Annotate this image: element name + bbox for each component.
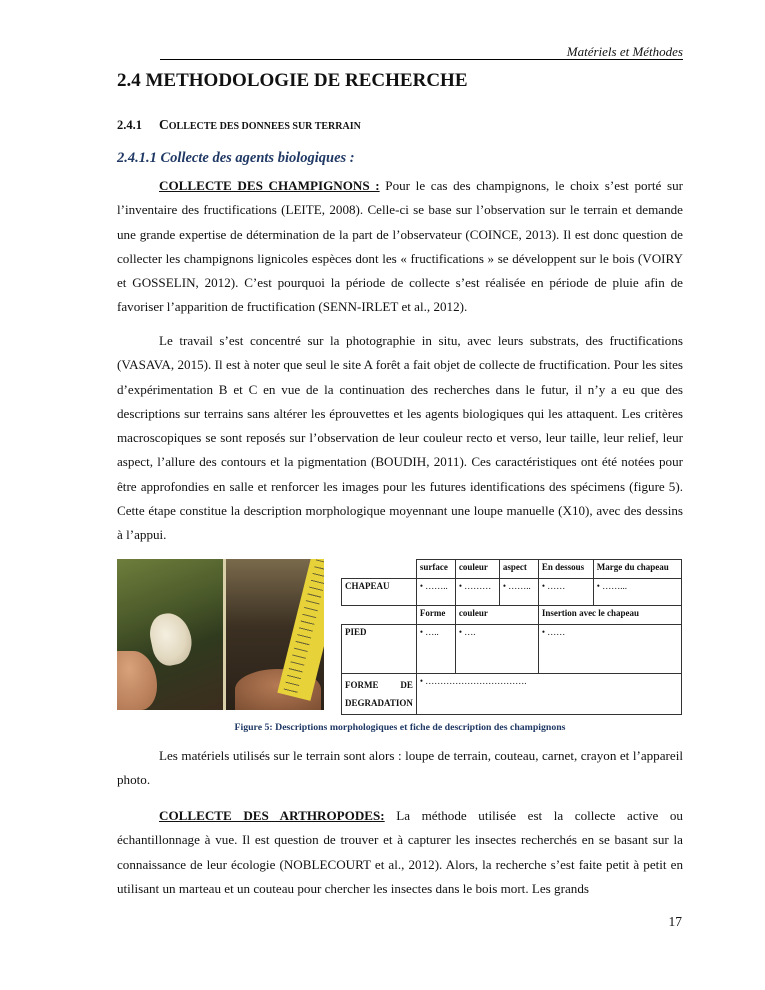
cell-marge: • ……... — [593, 579, 681, 606]
cell-degradation: • ……………………………. — [416, 674, 681, 715]
cell-forme: • ….. — [416, 625, 455, 674]
cell-surface: • …….. — [416, 579, 455, 606]
row-label-degradation: FORME DE DEGRADATION — [342, 674, 417, 715]
paragraph-arthropodes — [117, 804, 683, 901]
figure-caption: Figure 5: Descriptions morphologiques et fiche de description des champignons — [234, 722, 566, 733]
table-row — [342, 674, 682, 715]
mushroom-photo — [117, 559, 324, 710]
paragraph-materiels-text: Les matériels utilisés sur le terrain sont alors : loupe de terrain, couteau, carnet, crayon et l’appareil photo. — [117, 748, 683, 788]
header-marge: Marge du chapeau — [593, 560, 681, 579]
description-sheet-table — [341, 559, 682, 715]
subsection-number: 2.4.1 — [117, 118, 142, 132]
header-rule — [160, 59, 683, 60]
page-number: 17 — [668, 914, 682, 929]
paragraph-arthropodes-text: La méthode utilisée est la collecte active ou échantillonnage à vue. Il est question de trouver et à capturer les insectes recherchés en se basant sur la connaissance de leur écologie (NOBLECOURT et al., 2012). Alors, la recherche s’est faite petit à petit en utilisant un marteau et un couteau pour chercher les insectes dans le bois mort. Les grands — [117, 808, 683, 896]
header-en-dessous: En dessous — [538, 560, 593, 579]
header-surface: surface — [416, 560, 455, 579]
header-pied-couleur: couleur — [455, 606, 538, 625]
cell-pied-couleur: • …. — [455, 625, 538, 674]
table-row — [342, 579, 682, 606]
table-row — [342, 560, 682, 579]
header-aspect: aspect — [499, 560, 538, 579]
paragraph-photographie-text: Le travail s’est concentré sur la photographie in situ, avec leurs substrats, des fructifications (VASAVA, 2015). Il est à noter que seul le site A forêt a fait objet de collecte de fructification. Pour les sites d’expérimentation B et C en vue de la continuation des recherches dans le futur, il n’y a eu que des descriptions sur terrains sans altérer les éprouvettes et les agents biologiques qui les attaquent. Les critères macroscopiques se sont reposés sur l’observation de leur couleur recto et verso, leur taille, leur relief, leur aspect, l’allure des contours et la pigmentation (BOUDIH, 2011). Ces caractéristiques ont été notées pour être approfondies en salle et renforcer les images pour les futures identifications des spécimens (figure 5). Cette étape constitue la description morphologique moyennant une loupe manuelle (X10), avec des dessins à l’appui. — [117, 333, 683, 543]
paragraph-champignons — [117, 174, 683, 320]
table-row — [342, 625, 682, 674]
cell-couleur: • ……… — [455, 579, 499, 606]
subsection-title-rest: OLLECTE DES DONNEES SUR TERRAIN — [168, 121, 361, 132]
row-label-pied: PIED — [342, 625, 417, 674]
cell-en-dessous: • …… — [538, 579, 593, 606]
cell-insertion: • …… — [538, 625, 681, 674]
paragraph-photographie — [117, 329, 683, 548]
subsection-heading — [117, 117, 361, 133]
lead-arthropodes: COLLECTE DES ARTHROPODES: — [159, 808, 385, 823]
paragraph-materiels — [117, 744, 683, 793]
section-heading: 2.4 METHODOLOGIE DE RECHERCHE — [117, 70, 468, 91]
paragraph-champignons-text: Pour le cas des champignons, le choix s’est porté sur l’inventaire des fructifications (LEITE, 2008). Celle-ci se base sur l’observation sur le terrain et demande une grande expertise de détermination de la part de l’observateur (COINCE, 2013). Il est donc question de collecter les champignons lignicoles espèces dont les « fructifications » se développent sur le bois (VOIRY et GOSSELIN, 2012). C’est pourquoi la période de collecte s’est réalisée en période de pluie afin de favoriser l’apparition de fructification (SENN-IRLET et al., 2012). — [117, 178, 684, 315]
row-label-chapeau: CHAPEAU — [342, 579, 417, 606]
table-row — [342, 606, 682, 625]
subsubsection-heading: 2.4.1.1 Collecte des agents biologiques : — [117, 150, 355, 166]
header-couleur: couleur — [455, 560, 499, 579]
cell-aspect: • …….. — [499, 579, 538, 606]
subsection-title-initial: C — [159, 117, 169, 132]
lead-champignons: COLLECTE DES CHAMPIGNONS : — [159, 178, 380, 193]
header-insertion: Insertion avec le chapeau — [538, 606, 681, 625]
header-forme: Forme — [416, 606, 455, 625]
running-header: Matériels et Méthodes — [566, 44, 683, 59]
